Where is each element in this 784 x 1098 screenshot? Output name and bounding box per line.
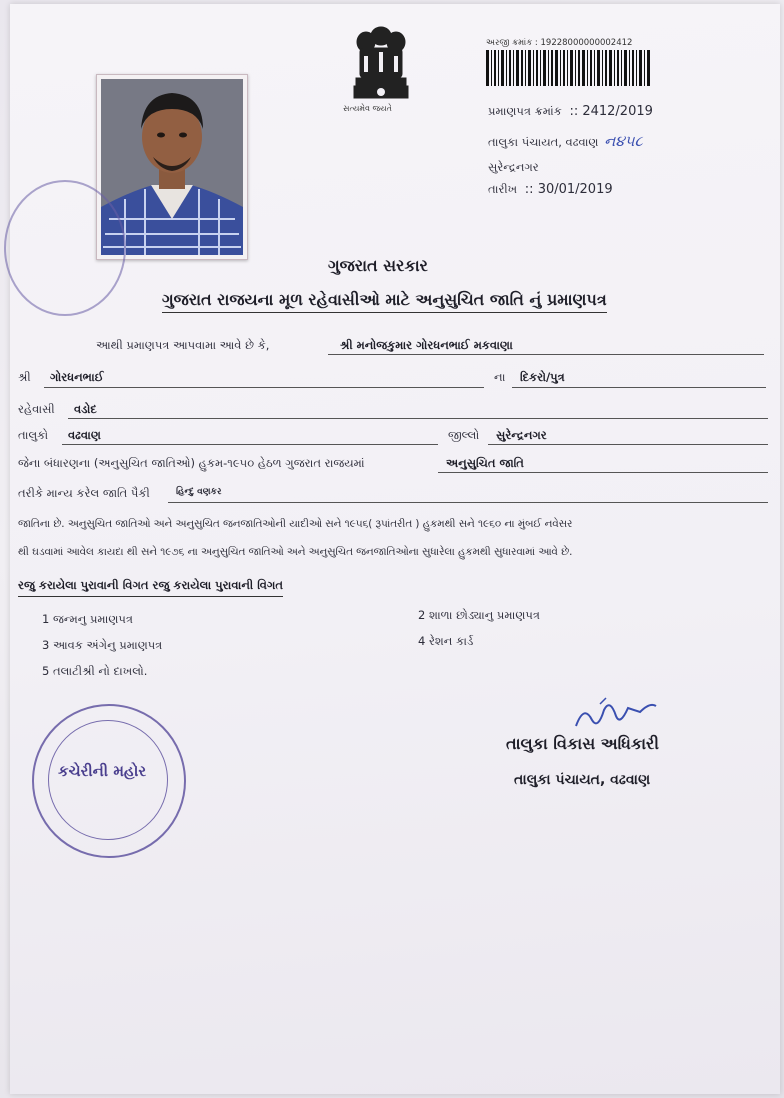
certificate-paper: [10, 4, 780, 1094]
office-seal-stamp: [32, 704, 186, 858]
caste-value: હિન્દુ વણકર: [176, 487, 222, 497]
certificate-number-value: :: 2412/2019: [569, 104, 653, 119]
constitution-label: જેના બંધારણના (અનુસુચિત જાતિઓ) હુકમ-૧૯૫૦ હેઠળ ગુજરાત રાજયમાં: [18, 456, 365, 470]
taluka-label: તાલુકો: [18, 428, 49, 442]
evidence-heading: રજુ કરાયેલા પુરાવાની વિગત રજુ કરાયેલા પુરાવાની વિગત: [18, 578, 283, 597]
national-emblem-icon: [346, 22, 416, 114]
faded-office-stamp: [4, 180, 126, 316]
district-value: સુરેન્દ્રનગર: [496, 428, 547, 442]
district-label: જીલ્લો: [448, 428, 480, 442]
evidence-item-2: 2 શાળા છોડ્યાનુ પ્રમાણપત્ર: [418, 608, 540, 622]
officer-office: તાલુકા પંચાયત, વઢવાણ: [514, 772, 651, 788]
office-name: તાલુકા પંચાયત, વઢવાણ: [488, 135, 599, 149]
evidence-item-5: 5 તલાટીશ્રી નો દાખલો.: [42, 664, 148, 678]
resident-label: રહેવાસી: [18, 402, 55, 416]
evidence-item-1: 1 જન્મનુ પ્રમાણપત્ર: [42, 612, 133, 626]
constitution-value: અનુસુચિત જાતિ: [446, 456, 524, 470]
body-text-line2: થી ઘડવામાં આવેલ કાયદા થી સને ૧૯૭૬ ના અનુસુચિત જાતિઓ અને અનુસુચિત જનજાતિઓના સુધારેલા હુકમથી સુધારવામાં આવે છે.: [18, 546, 573, 558]
certificate-title: ગુજરાત રાજયના મૂળ રહેવાસીઓ માટે અનુસુચિત જાતિ નું પ્રમાણપત્ર: [162, 290, 607, 313]
officer-signature-icon: [570, 696, 660, 736]
certificate-number-label: પ્રમાણપત્ર ક્રમાંક: [488, 104, 562, 118]
applicant-name: શ્રી મનોજકુમાર ગોરધનભાઈ મકવાણા: [340, 338, 513, 352]
body-text-line1: જાતિના છે. અનુસુચિત જાતિઓ અને અનુસુચિત જનજાતિઓની યાદીઓ સને ૧૯૫૬( રૂપાંતરીત ) હુકમથી સને ૧૯૬૦ ના મુંબઈ નવેસર: [18, 518, 573, 530]
issue-date-label: તારીખ: [488, 182, 518, 196]
intro-label: આથી પ્રમાણપત્ર આપવામા આવે છે કે,: [96, 338, 270, 352]
resident-value: વડોદ: [74, 402, 97, 416]
taluka-value: વઢવાણ: [68, 428, 101, 442]
issue-date: [488, 182, 613, 197]
office-line: [488, 132, 643, 150]
application-number: અરજી ક્રમાંક : 19228000000002412: [486, 38, 633, 48]
office-seal-label: કચેરીની મહોર: [58, 762, 147, 780]
father-prefix: શ્રી: [18, 370, 31, 384]
emblem-motto: સત્યમેવ જયતે: [343, 104, 392, 113]
issue-date-value: :: 30/01/2019: [524, 182, 613, 197]
father-name: ગોરધનભાઈ: [50, 370, 104, 384]
caste-label: તરીકે માન્ય કરેલ જાતિ પૈકી: [18, 486, 150, 500]
district-line: સુરેન્દ્રનગર: [488, 160, 539, 174]
officer-title: તાલુકા વિકાસ અધિકારી: [506, 734, 659, 753]
evidence-item-4: 4 રેશન કાર્ડ: [418, 634, 474, 648]
relation-label: ના: [494, 370, 506, 384]
handwritten-number: ન૪૫૮: [604, 132, 643, 150]
relation-value: દિકરો/પુત્ર: [520, 370, 565, 384]
barcode-icon: [486, 50, 652, 86]
evidence-item-3: 3 આવક અંગેનુ પ્રમાણપત્ર: [42, 638, 163, 652]
government-title: ગુજરાત સરકાર: [328, 256, 428, 275]
certificate-number: [488, 104, 653, 119]
